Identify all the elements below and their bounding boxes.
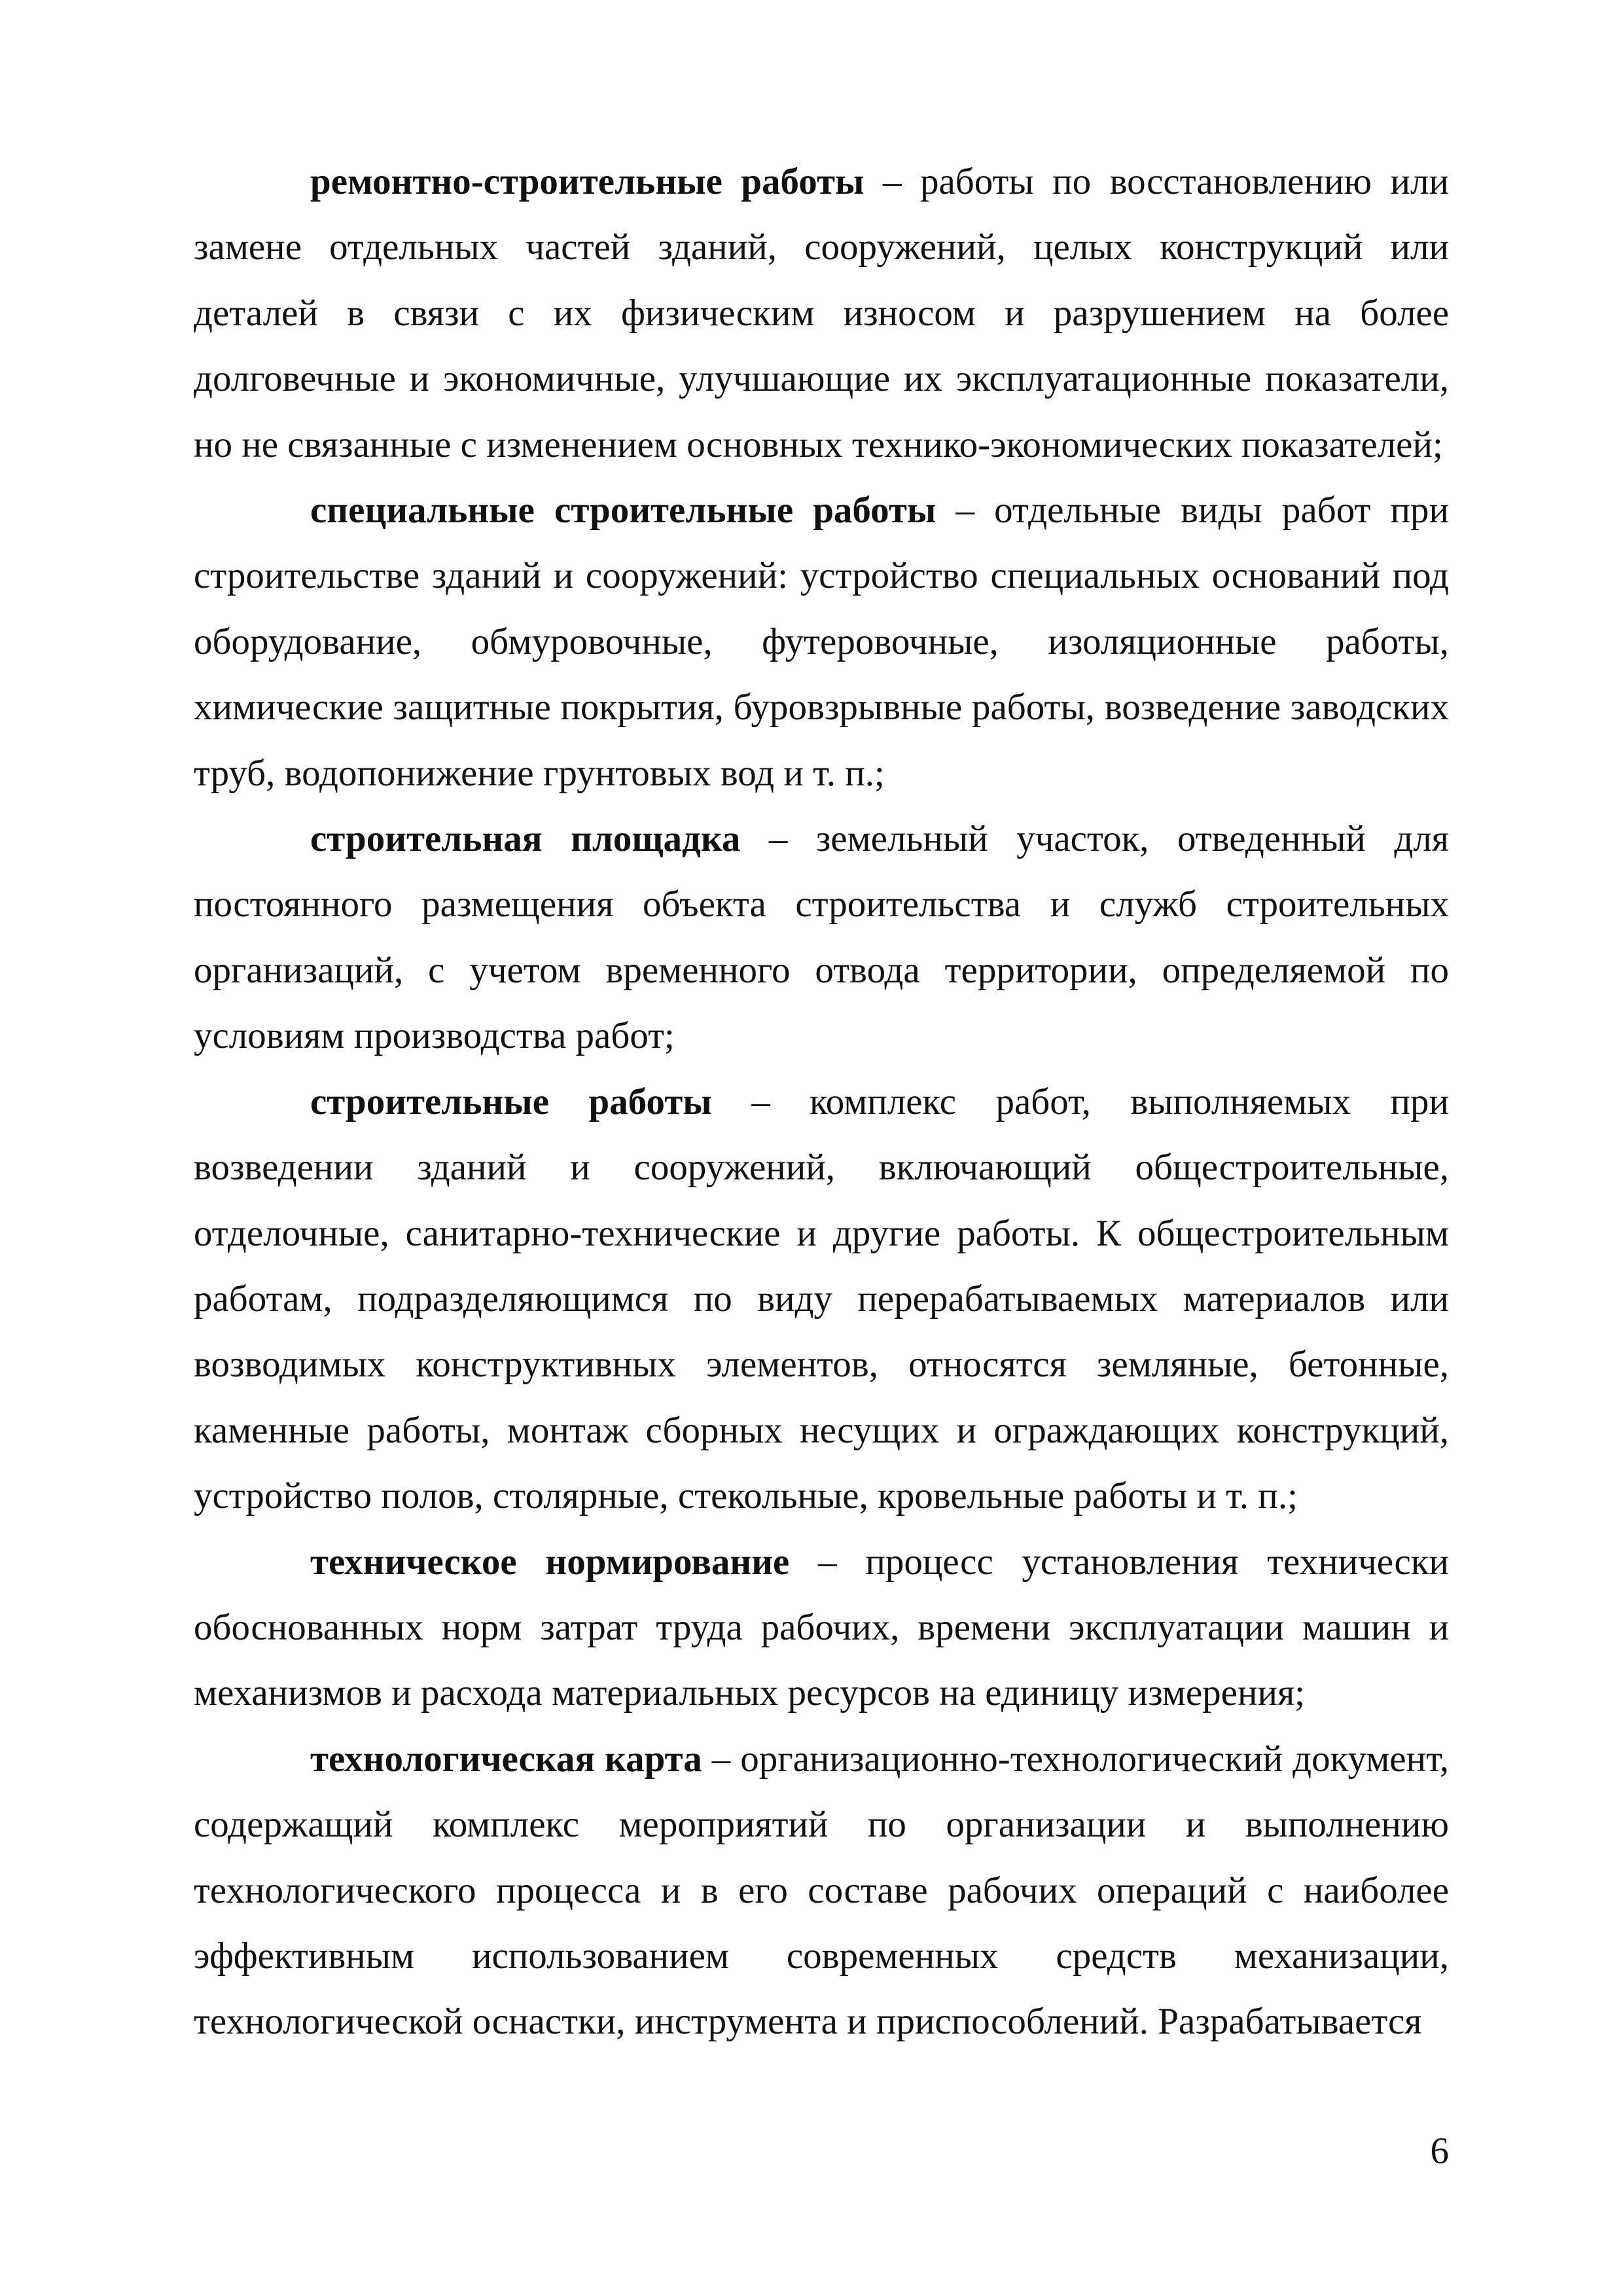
definition-term: техническое нормирование [310, 1541, 790, 1583]
definition-paragraph [194, 1069, 1449, 1530]
definition-term: строительные работы [310, 1081, 712, 1122]
document-body [194, 149, 1449, 2055]
definition-paragraph [194, 478, 1449, 806]
definition-text: – отдельные виды работ при строительстве зданий и сооружений: устройство специальных оснований под оборудование, обмуровочные, футеровочные, изоляционные работы, химические защитные покрытия, буровзрывные работы, возведение заводских труб, водопонижение грунтовых вод и т. п.; [194, 490, 1449, 794]
page-number: 6 [1430, 2130, 1449, 2172]
definition-term: строительная площадка [310, 818, 741, 860]
definition-paragraph [194, 806, 1449, 1069]
definition-paragraph [194, 1530, 1449, 1727]
definition-paragraph [194, 149, 1449, 478]
definition-text: – организационно-технологический документ, содержащий комплекс мероприятий по организации и выполнению технологического процесса и в его составе рабочих операций с наиболее эффективным использованием современных средств механизации, технологической оснастки, инструмента и приспособлений. Разрабатывается [194, 1738, 1449, 2043]
definition-term: технологическая карта [310, 1738, 702, 1780]
definition-term: специальные строительные работы [310, 490, 936, 531]
definition-term: ремонтно-строительные работы [310, 161, 865, 202]
definition-text: – работы по восстановлению или замене отдельных частей зданий, сооружений, целых конструкций или деталей в связи с их физическим износом и разрушением на более долговечные и экономичные, улучшающие их эксплуатационные показатели, но не связанные с изменением основных технико-экономических показателей; [194, 161, 1449, 465]
definition-text: – комплекс работ, выполняемых при возведении зданий и сооружений, включающий общестроительные, отделочные, санитарно-технические и другие работы. К общестроительным работам, подразделяющимся по виду перерабатываемых материалов или возводимых конструктивных элементов, относятся земляные, бетонные, каменные работы, монтаж сборных несущих и ограждающих конструкций, устройство полов, столярные, стекольные, кровельные работы и т. п.; [194, 1081, 1449, 1517]
definition-paragraph [194, 1727, 1449, 2055]
definition-text: – земельный участок, отведенный для постоянного размещения объекта строительства и служб строительных организаций, с учетом временного отвода территории, определяемой по условиям производства работ; [194, 818, 1449, 1057]
definition-text: – процесс установления технически обоснованных норм затрат труда рабочих, времени эксплуатации машин и механизмов и расхода материальных ресурсов на единицу измерения; [194, 1541, 1449, 1714]
